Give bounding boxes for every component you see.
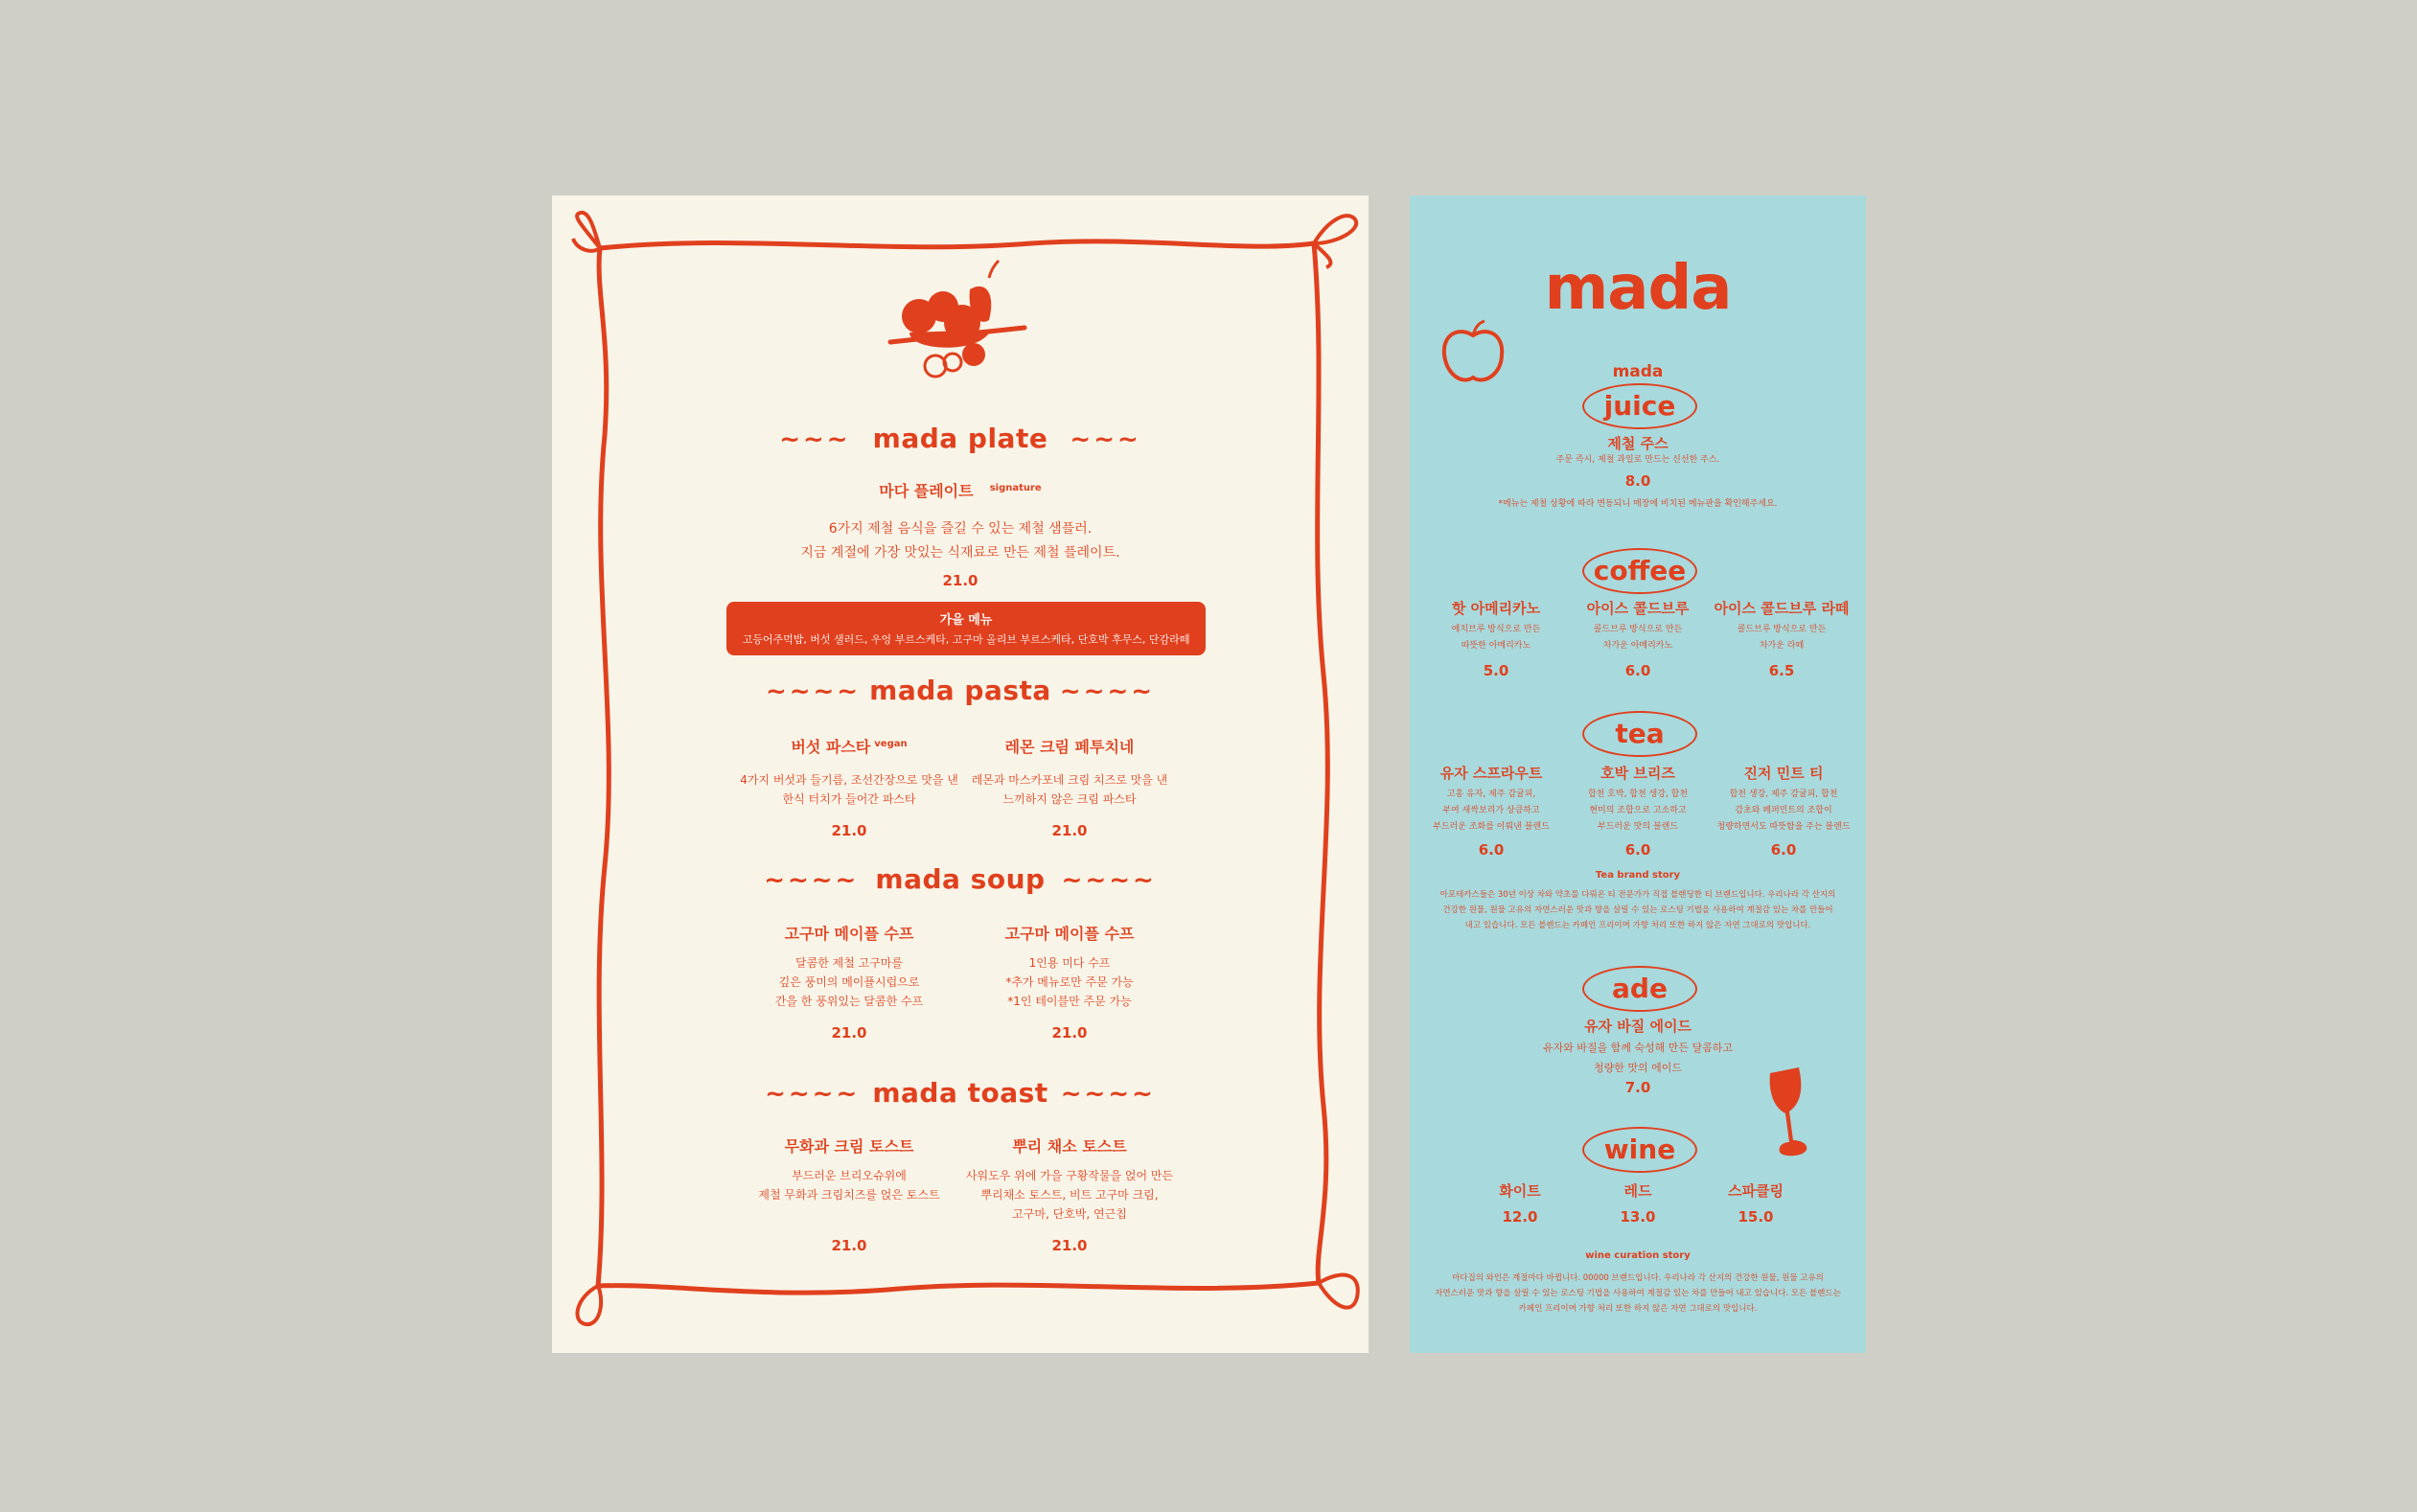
plate-price: 21.0 xyxy=(942,572,978,589)
wine-item: 화이트 12.0 xyxy=(1499,1182,1541,1226)
plate-section-title: ~~~ mada plate ~~~ xyxy=(779,423,1141,454)
pasta-item: 버섯 파스타 $^{vegan}$ 4가지 버섯과 들기름, 조선간장으로 맛을 낸 한식 터치가 들어간 파스타 21.0 xyxy=(740,738,958,839)
drink-menu-page xyxy=(1410,195,1866,1353)
toast-section-title: ~~~~ mada toast ~~~~ xyxy=(765,1077,1156,1109)
tea-story: 아포테카스들은 30년 이상 차와 약초를 다뤄온 티 전문가가 직접 블렌딩한 티 브랜드입니다. 우리나라 각 산지의 건강한 원물, 원물 고유의 자연스러운 맛과 향을 살릴 수 있는 로스팅 기법을 사용하여 계절감 있는 차를 만들어 내고 있습니다. 모든 블렌드는 카페인 프리이며 가향 처리 또한 하지 않은 자연 그대로의 맛입니다. xyxy=(1439,890,1836,930)
fruit-bowl-icon xyxy=(866,251,1048,385)
tea-item: 유자 스프라우트 고흥 유자, 제주 감귤피, 부여 새싹보리가 상큼하고 부드러운 조화를 이뤄낸 블렌드 6.0 xyxy=(1433,765,1550,859)
pasta-item: 레몬 크림 페투치네 레몬과 마스카포네 크림 치즈로 맛을 낸 느끼하지 않은 크림 파스타 21.0 xyxy=(971,738,1168,839)
wine-item: 스파클링 15.0 xyxy=(1728,1182,1784,1226)
tea-story-title: Tea brand story xyxy=(1595,870,1681,881)
brand-logo: mada xyxy=(1544,253,1732,324)
plate-description: 6가지 제철 음식을 즐길 수 있는 제철 샘플러. 지금 계절에 가장 맛있는 식재료로 만든 제철 플레이트. xyxy=(800,521,1120,561)
coffee-item: 핫 아메리카노 에치브루 방식으로 만든 따뜻한 아메리카노 5.0 xyxy=(1451,600,1541,679)
food-menu-page xyxy=(552,195,1369,1353)
ade-item-name: 유자 바질 에이드 xyxy=(1584,1018,1692,1035)
pasta-section-title: ~~~~ mada pasta ~~~~ xyxy=(765,675,1156,706)
soup-item: 고구마 메이플 수프 1인용 미다 수프 *추가 메뉴로만 주문 가능 *1인 테이블만 주문 가능 21.0 xyxy=(1004,925,1135,1042)
ade-section-title: ade xyxy=(1582,966,1697,1012)
toast-item: 무화과 크림 토스트 부드러운 브리오슈위에 제철 무화과 크림치즈를 얹은 토스트 21.0 xyxy=(758,1137,940,1254)
juice-section-title: juice xyxy=(1582,383,1697,429)
juice-item-desc: 주문 즉시, 제철 과일로 만드는 신선한 주스. xyxy=(1555,455,1720,465)
plate-item-name: 마다 플레이트 $^{signature}$ xyxy=(879,482,1042,500)
menu-note: *메뉴는 제철 상황에 따라 변동되니 매장에 비치된 메뉴판을 확인해주세요. xyxy=(1498,499,1778,509)
ade-item-price: 7.0 xyxy=(1624,1079,1651,1096)
wine-glass-icon xyxy=(1766,1065,1820,1161)
juice-item-name: 제철 주스 xyxy=(1607,435,1669,452)
juice-item-price: 8.0 xyxy=(1624,472,1651,490)
juice-small-brand: mada xyxy=(1612,362,1664,381)
soup-section-title: ~~~~ mada soup ~~~~ xyxy=(764,863,1157,895)
wine-story: 마다집의 와인은 계절마다 바뀝니다. 00000 브랜드입니다. 우리나라 각 산지의 건강한 원물, 원물 고유의 자연스러운 맛과 향을 살릴 수 있는 로스팅 기법을 사용하여 계절감 있는 차를 만들어 내고 있습니다. 모든 블렌드는 카페인 프리이며 가향 처리 또한 하지 않은 자연 그대로의 맛입니다. xyxy=(1435,1273,1841,1314)
autumn-menu-banner: 가을 메뉴 고등어주먹밥, 버섯 샐러드, 우엉 부르스케타, 고구마 올리브 부르스케타, 단호박 후무스, 단감라떼 xyxy=(726,602,1206,655)
wine-section-title: wine xyxy=(1582,1127,1697,1173)
ade-item-desc: 유자와 바질을 함께 숙성해 만든 달콤하고 청량한 맛의 에이드 xyxy=(1542,1042,1734,1074)
wine-item: 레드 13.0 xyxy=(1620,1182,1656,1226)
coffee-item: 아이스 콜드브루 라떼 콜드브루 방식으로 만든 차가운 라떼 6.5 xyxy=(1714,600,1850,679)
toast-item: 뿌리 채소 토스트 사워도우 위에 가을 구황작물을 얹어 만든 뿌리채소 토스트, 비트 고구마 크림, 고구마, 단호박, 연근칩 21.0 xyxy=(965,1137,1174,1254)
coffee-section-title: coffee xyxy=(1582,548,1697,594)
wine-story-title: wine curation story xyxy=(1585,1250,1691,1261)
soup-item: 고구마 메이플 수프 달콤한 제철 고구마를 깊은 풍미의 메이플시럽으로 간을 한 풍위있는 달콤한 수프 21.0 xyxy=(774,925,924,1042)
vegan-badge: vegan xyxy=(874,738,908,749)
coffee-item: 아이스 콜드브루 콜드브루 방식으로 만든 차가운 아메리카노 6.0 xyxy=(1586,600,1690,679)
tea-item: 진저 민트 티 합천 생강, 제주 감귤피, 합천 감초와 페퍼민트의 조합이 청량하면서도 따뜻함을 주는 블렌드 6.0 xyxy=(1716,765,1851,859)
signature-badge: signature xyxy=(989,482,1042,493)
tea-item: 호박 브리즈 합천 호박, 합천 생강, 합천 현미의 조합으로 고소하고 부드러운 맛의 블렌드 6.0 xyxy=(1587,765,1689,859)
tea-section-title: tea xyxy=(1582,711,1697,757)
